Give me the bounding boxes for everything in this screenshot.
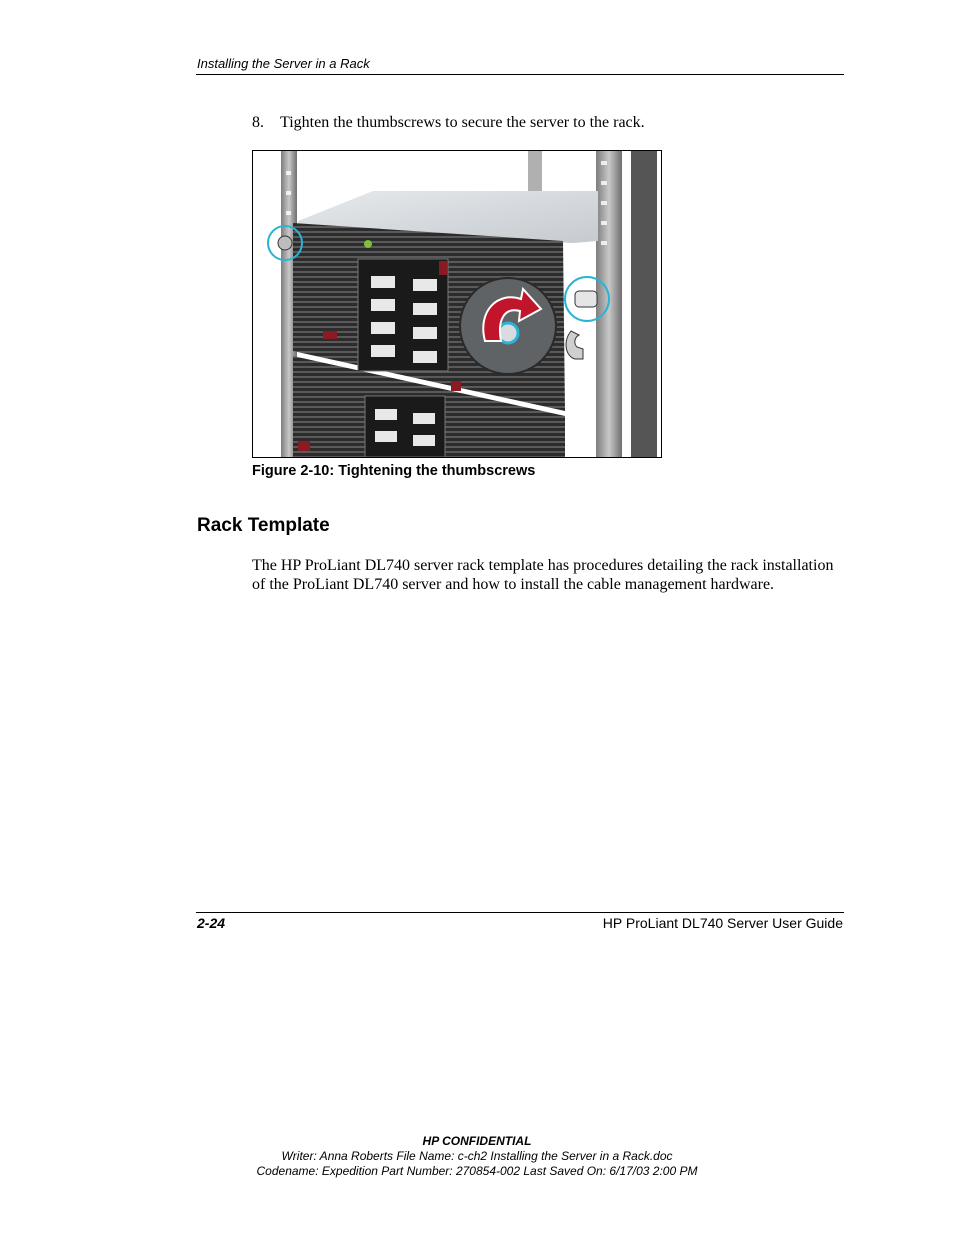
step-text: Tighten the thumbscrews to secure the server to the rack. — [280, 114, 645, 131]
rack-rail-far-right — [631, 151, 657, 457]
guide-title: HP ProLiant DL740 Server User Guide — [602, 915, 843, 931]
confidential-label: HP CONFIDENTIAL — [422, 1134, 532, 1148]
section-heading: Rack Template — [197, 515, 330, 536]
header-rule — [196, 74, 844, 75]
right-handle — [566, 331, 583, 359]
lower-drive-cage — [365, 396, 445, 457]
figure-thumbscrews-illustration — [252, 150, 662, 458]
server-rack-illustration — [253, 151, 661, 457]
figure-caption: Figure 2-10: Tightening the thumbscrews — [252, 463, 536, 479]
confidential-writer-line: Writer: Anna Roberts File Name: c-ch2 Installing the Server in a Rack.doc — [281, 1149, 673, 1163]
confidential-codename-line: Codename: Expedition Part Number: 270854-002 Last Saved On: 6/17/03 2:00 PM — [256, 1164, 698, 1178]
footer-rule — [196, 912, 844, 913]
left-thumbscrew-icon — [278, 236, 292, 250]
power-button-icon — [364, 240, 372, 248]
right-thumbscrew-icon — [575, 291, 597, 307]
confidential-block — [0, 1134, 954, 1179]
step-number: 8. — [252, 114, 264, 131]
body-paragraph: The HP ProLiant DL740 server rack template has procedures detailing the rack installation of the ProLiant DL740 server and how to install the cable management hardware. — [252, 557, 834, 593]
step-8 — [252, 114, 645, 132]
running-header: Installing the Server in a Rack — [197, 56, 370, 71]
page-number: 2-24 — [197, 915, 226, 931]
